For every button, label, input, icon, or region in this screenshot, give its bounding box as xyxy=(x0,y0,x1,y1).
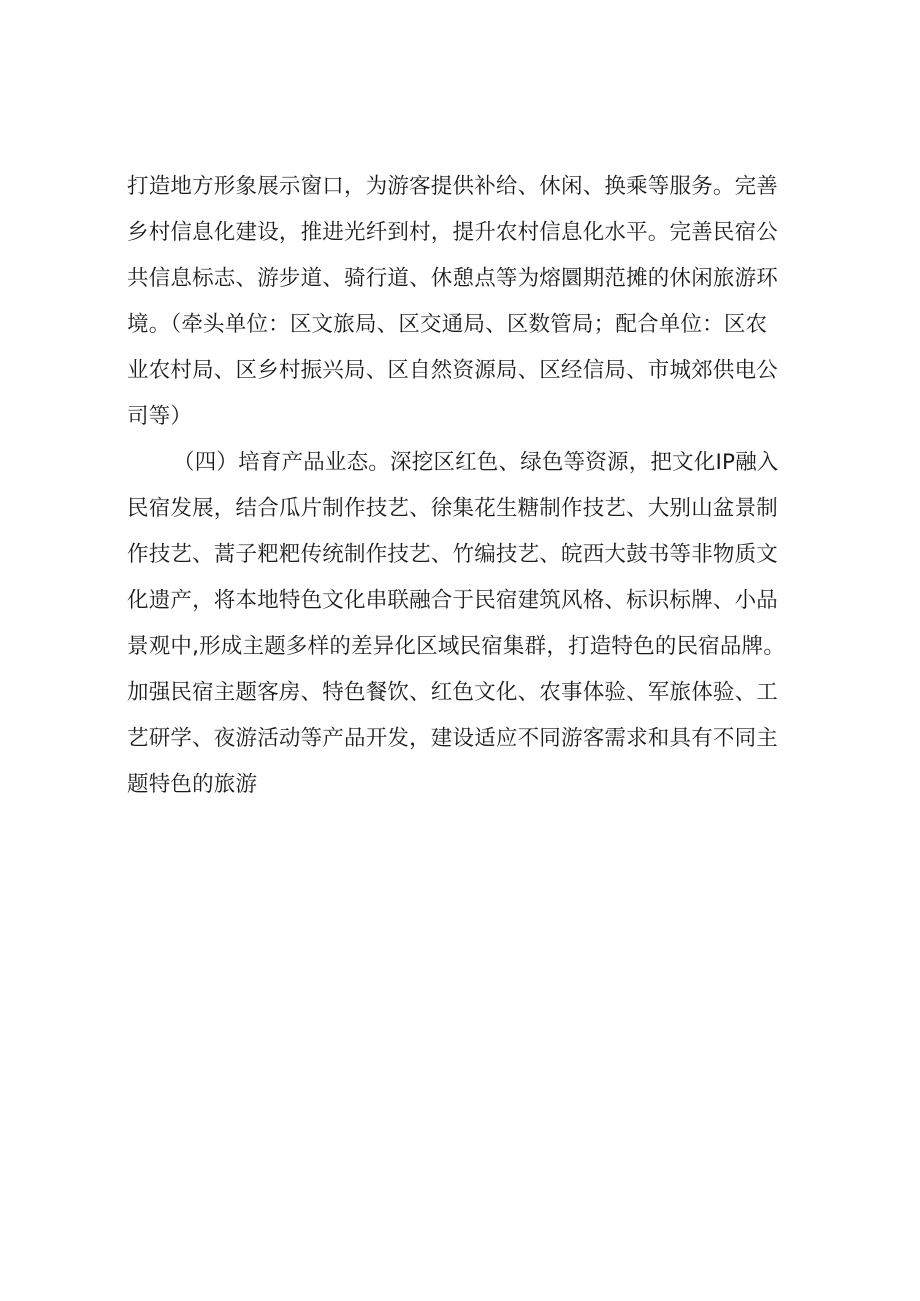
text-line: 化遗产，将本地特色文化串联融合于民宿建筑风格、标识标牌、小品 xyxy=(127,588,779,613)
text-line: 共信息标志、游步道、骑行道、休憩点等为熔圜期范摊的休闲旅游环 xyxy=(127,266,779,291)
text-line: （四）培育产品业态。深挖区红色、绿色等资源，把文化IP融入 xyxy=(173,450,779,475)
text-line: 打造地方形象展示窗口，为游客提供补给、休闲、换乘等服务。完善 xyxy=(127,174,779,199)
text-line: 乡村信息化建设，推进光纤到村，提升农村信息化水平。完善民宿公 xyxy=(127,220,779,245)
text-line: 作技艺、蒿子粑粑传统制作技艺、竹编技艺、皖西大鼓书等非物质文 xyxy=(127,542,779,567)
text-line: 题特色的旅游 xyxy=(127,772,258,797)
text-line: 艺研学、夜游活动等产品开发，建设适应不同游客需求和具有不同主 xyxy=(127,726,779,751)
document-body xyxy=(127,164,787,808)
paragraph-2 xyxy=(127,440,787,808)
text-line: 业农村局、区乡村振兴局、区自然资源局、区经信局、市城郊供电公 xyxy=(127,358,779,383)
paragraph-1 xyxy=(127,164,787,440)
text-line: 境。（牵头单位：区文旅局、区交通局、区数管局；配合单位：区农 xyxy=(127,312,768,337)
text-line: 司等） xyxy=(127,404,193,429)
text-line: 景观中,形成主题多样的差异化区域民宿集群，打造特色的民宿品牌。 xyxy=(127,634,786,659)
text-line: 民宿发展，结合瓜片制作技艺、徐集花生糖制作技艺、大别山盆景制 xyxy=(127,496,779,521)
text-line: 加强民宿主题客房、特色餐饮、红色文化、农事体验、军旅体验、工 xyxy=(127,680,779,705)
